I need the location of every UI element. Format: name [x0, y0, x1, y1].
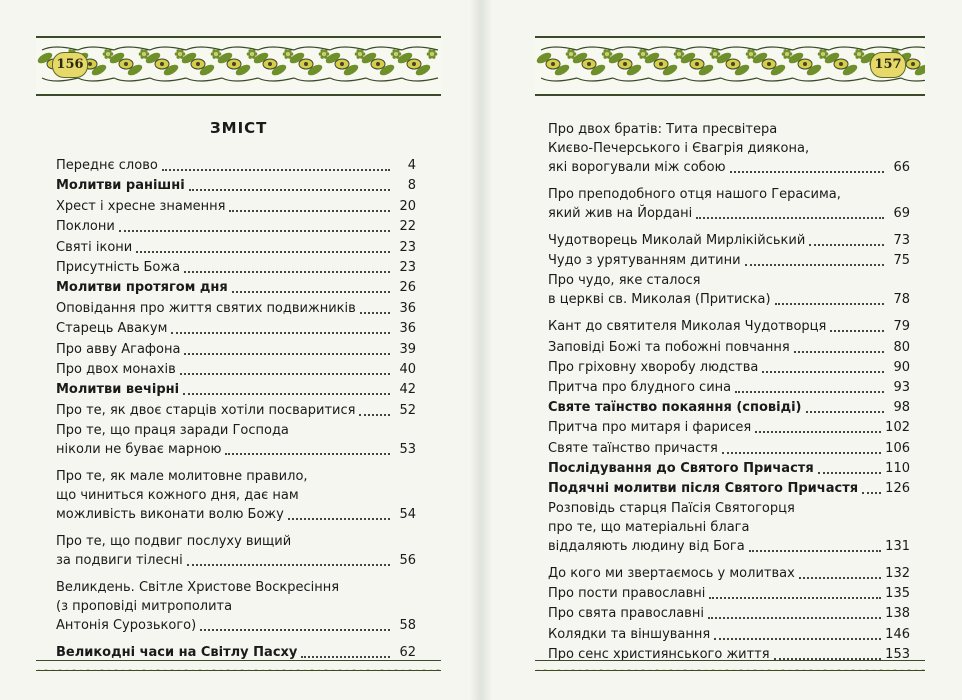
toc-entry-title-line: Розповідь старця Паїсія Святогорця: [548, 501, 795, 517]
strip-dot: [746, 670, 750, 672]
strip-dot: [571, 670, 575, 672]
toc-entry: [548, 185, 910, 223]
dot-leader: [708, 616, 881, 619]
toc-entry: [548, 604, 910, 623]
toc-entry-title-line: Про двох братів: Тита пресвітера: [548, 122, 778, 137]
top-ornament-band: [535, 36, 925, 96]
toc-page-number: 40: [399, 361, 416, 377]
strip-dot: [557, 670, 561, 672]
toc-entry-title-line: про те, що матеріальні блага: [548, 520, 750, 536]
toc-entry-title-line: Про чудо, яке сталося: [548, 273, 701, 289]
toc-entry-title: Антонія Сурозького): [56, 618, 197, 634]
toc-page-number: 66: [893, 160, 910, 175]
strip-dot: [767, 670, 771, 672]
strip-dot: [788, 670, 792, 672]
page-number-badge: 157: [870, 52, 906, 78]
dot-leader: [809, 243, 884, 246]
toc-page-number: 36: [399, 321, 416, 337]
embroidery-ornament-icon: [535, 38, 925, 90]
toc-list: [548, 120, 910, 665]
toc-page-number: 73: [893, 233, 910, 248]
toc-page-number: 53: [399, 442, 416, 458]
toc-entry: [548, 499, 910, 556]
strip-dot: [844, 670, 848, 672]
toc-entry: [548, 418, 910, 437]
toc-entry-title: ніколи не буває марною: [56, 442, 222, 458]
toc-page-number: 69: [893, 206, 910, 221]
toc-page-number: 93: [893, 379, 910, 395]
toc-entry-title-line: Про те, що праця заради Господа: [56, 423, 289, 439]
toc-page-number: 80: [893, 339, 910, 355]
toc-entry-title: Про двох монахів: [56, 361, 176, 377]
toc-entry: [548, 625, 910, 644]
toc-page-number: 135: [885, 586, 910, 602]
strip-dot: [599, 670, 603, 672]
dot-leader: [749, 549, 881, 552]
strip-dot: [795, 670, 799, 672]
toc-entry: [548, 231, 910, 250]
toc-entry-title: за подвиги тілесні: [56, 553, 183, 569]
toc-page-number: 42: [399, 382, 416, 398]
strip-dot: [774, 670, 778, 672]
toc-page-number: 131: [885, 539, 910, 555]
strip-dot: [634, 670, 638, 672]
dot-leader: [794, 350, 884, 353]
toc-page-number: 153: [885, 646, 910, 662]
strip-dot: [648, 670, 652, 672]
toc-entry-title: Святе таїнство покаяння (сповіді): [548, 400, 802, 416]
dot-leader: [735, 390, 884, 393]
strip-dot: [690, 670, 694, 672]
toc-entry-title: Молитви протягом дня: [56, 280, 228, 296]
toc-entry-title: Про свята православні: [548, 606, 704, 622]
strip-dot: [823, 670, 827, 672]
toc-entry-title-line: Києво-Печерського і Євагрія диякона,: [548, 141, 810, 156]
strip-dot: [592, 670, 596, 672]
strip-dot: [872, 670, 876, 672]
page-title: ЗМІСТ: [210, 119, 268, 137]
toc-entry-title: Великодні часи на Світлу Пасху: [56, 645, 298, 661]
dot-leader: [806, 410, 885, 413]
ornament-motif: [751, 47, 793, 81]
toc-page-number: 79: [893, 319, 910, 335]
bottom-ornament-strip: [535, 660, 925, 671]
toc-page-number: 56: [399, 553, 416, 569]
dot-leader: [762, 370, 884, 373]
strip-dot: [830, 670, 834, 672]
dot-leader: [696, 216, 884, 219]
strip-dot: [704, 670, 708, 672]
toc-entry: [548, 584, 910, 603]
ornament-motif: [571, 47, 613, 81]
strip-ornament-icon: [535, 667, 925, 671]
toc-page-number: 62: [399, 645, 416, 661]
toc-entry-title: Заповіді Божі та побожні повчання: [548, 339, 790, 355]
strip-dot: [669, 670, 673, 672]
toc-page-number: 23: [399, 259, 416, 275]
toc-page-number: 126: [885, 480, 910, 496]
strip-dot: [655, 670, 659, 672]
ornament-motif: [679, 47, 721, 81]
dot-leader: [722, 451, 881, 454]
toc-entry-title: Переднє слово: [56, 158, 158, 173]
strip-dot: [739, 670, 743, 672]
toc-entry-title: Притча про митаря і фарисея: [548, 420, 752, 436]
toc-entry-title: Старець Авакум: [56, 321, 168, 337]
toc-entry-title: віддаляють людину від Бога: [548, 539, 745, 555]
dot-leader: [830, 329, 884, 332]
toc-page-number: 146: [885, 626, 910, 642]
strip-dot: [564, 670, 568, 672]
strip-dot: [802, 670, 806, 672]
toc-entry-title-line: Про те, як мале молитовне правило,: [56, 469, 308, 485]
toc-entry: [548, 564, 910, 583]
strip-dot: [816, 670, 820, 672]
toc-entry-title: Молитви ранішні: [56, 178, 185, 194]
toc-entry: [548, 439, 910, 458]
toc-page-number: 58: [399, 618, 416, 634]
toc-page-number: 52: [399, 402, 416, 418]
strip-dot: [732, 670, 736, 672]
strip-dot: [620, 670, 624, 672]
strip-dot: [725, 670, 729, 672]
strip-dot: [760, 670, 764, 672]
strip-dot: [683, 670, 687, 672]
strip-dot: [907, 670, 911, 672]
toc-entry-title: Чудотворець Миколай Мирлікійський: [548, 233, 806, 248]
toc-entry-title: Чудо з урятуванням дитини: [548, 253, 741, 269]
ornament-motif: [535, 47, 577, 81]
toc-entry-title: Хрест і хресне знамення: [56, 198, 226, 214]
toc-entry-title-line: Про преподобного отця нашого Герасима,: [548, 187, 841, 202]
toc-page-number: 23: [399, 239, 416, 255]
dot-leader: [775, 302, 884, 305]
ornament-motif: [823, 47, 865, 81]
toc-entry-title-line: (з проповіді митрополита: [56, 599, 233, 615]
toc-page-number: 26: [399, 280, 416, 296]
dot-leader: [730, 170, 884, 173]
toc-entry-title: Притча про блудного сина: [548, 379, 732, 395]
toc-entry: [548, 251, 910, 270]
toc-page-number: 78: [893, 292, 910, 308]
page-number-badge: 156: [52, 52, 88, 78]
strip-dot: [753, 670, 757, 672]
toc-entry-title-line: Про те, що подвиг послуху вищий: [56, 534, 292, 550]
dot-leader: [799, 576, 881, 579]
toc-page-number: 8: [407, 178, 416, 194]
strip-dot: [837, 670, 841, 672]
toc-entry-title-line: що чиниться кожного дня, дає нам: [56, 488, 299, 504]
toc-page-number: 132: [885, 566, 910, 582]
toc-page-number: 98: [893, 400, 910, 416]
strip-dot: [711, 670, 715, 672]
strip-dot: [865, 670, 869, 672]
toc-entry: [548, 459, 910, 478]
strip-dot: [851, 670, 855, 672]
strip-dot: [662, 670, 666, 672]
toc-page-number: 90: [893, 359, 910, 375]
toc-page-number: 110: [885, 460, 910, 476]
dot-leader: [755, 430, 881, 433]
dot-leader: [862, 491, 881, 494]
strip-dot: [543, 670, 547, 672]
strip-dot: [697, 670, 701, 672]
strip-dot: [627, 670, 631, 672]
toc-page-number: 20: [399, 198, 416, 214]
toc-entry-title: Колядки та віншування: [548, 626, 711, 642]
toc-page-number: 39: [399, 341, 416, 357]
strip-dot: [641, 670, 645, 672]
toc-entry-title: Молитви вечірні: [56, 382, 180, 398]
toc-entry-title: Про пости православні: [548, 586, 706, 602]
strip-dot: [536, 670, 540, 672]
toc-page-number: 138: [885, 606, 910, 622]
toc-entry: [548, 479, 910, 498]
toc-entry-title: Про авву Агафона: [56, 341, 181, 357]
toc-page-number: 22: [399, 219, 416, 235]
strip-dot: [900, 670, 904, 672]
strip-dot: [879, 670, 883, 672]
strip-dot: [921, 670, 925, 672]
toc-entry: [548, 358, 910, 377]
ornament-motif: [787, 47, 829, 81]
toc-entry-title: який жив на Йордані: [548, 206, 693, 221]
toc-entry-title: Присутність Божа: [56, 259, 181, 275]
ornament-motif: [715, 47, 757, 81]
toc-entry-title: в церкві св. Миколая (Притиска): [548, 292, 771, 308]
toc-page-number: 36: [399, 300, 416, 316]
strip-dot: [781, 670, 785, 672]
strip-dot: [893, 670, 897, 672]
toc-page-number: 4: [407, 158, 416, 173]
dot-leader: [714, 637, 881, 640]
strip-dot: [914, 670, 918, 672]
dot-leader: [818, 471, 882, 474]
toc-entry-title: Кант до святителя Миколая Чудотворця: [548, 319, 827, 335]
toc-entry-title: Оповідання про життя святих подвижників: [56, 300, 356, 316]
strip-dot: [809, 670, 813, 672]
strip-dot: [718, 670, 722, 672]
toc-entry-title: Про сенс християнського життя: [548, 646, 770, 662]
toc-entry: [548, 378, 910, 397]
toc-page-number: 102: [885, 420, 910, 436]
toc-entry-title: які ворогували між собою: [548, 160, 726, 175]
ornament-motif: [643, 47, 685, 81]
strip-dot: [585, 670, 589, 672]
toc-entry-title: Подячні молитви після Святого Причастя: [548, 480, 859, 496]
strip-dot: [550, 670, 554, 672]
strip-dot: [613, 670, 617, 672]
toc-entry-title: можливість виконати волю Божу: [56, 507, 284, 523]
toc-page-number: 106: [885, 440, 910, 456]
toc-page-number: 54: [399, 507, 416, 523]
toc-entry: [548, 317, 910, 336]
toc-entry-title: Святі ікони: [56, 239, 133, 255]
toc-entry-title: Про гріховну хворобу людства: [548, 359, 759, 375]
toc-entry-title: Поклони: [56, 219, 115, 235]
toc-entry-title: Про те, як двоє старців хотіли посваритися: [56, 402, 356, 418]
strip-dot: [676, 670, 680, 672]
dot-leader: [709, 596, 881, 599]
toc-entry-title: Послідування до Святого Причастя: [548, 460, 814, 476]
strip-dot: [578, 670, 582, 672]
toc-entry-title: До кого ми звертаємось у молитвах: [548, 566, 795, 582]
toc-entry: [548, 338, 910, 357]
ornament-motif: [607, 47, 649, 81]
toc-entry-title: Святе таїнство причастя: [548, 440, 718, 456]
strip-dot: [606, 670, 610, 672]
toc-entry: [548, 398, 910, 417]
strip-dot: [858, 670, 862, 672]
dot-leader: [745, 263, 884, 266]
toc-page-number: 75: [893, 253, 910, 269]
toc-entry-title-line: Великдень. Світле Христове Воскресіння: [56, 580, 340, 596]
toc-entry: [548, 120, 910, 177]
toc-entry: [548, 271, 910, 309]
strip-dot: [886, 670, 890, 672]
